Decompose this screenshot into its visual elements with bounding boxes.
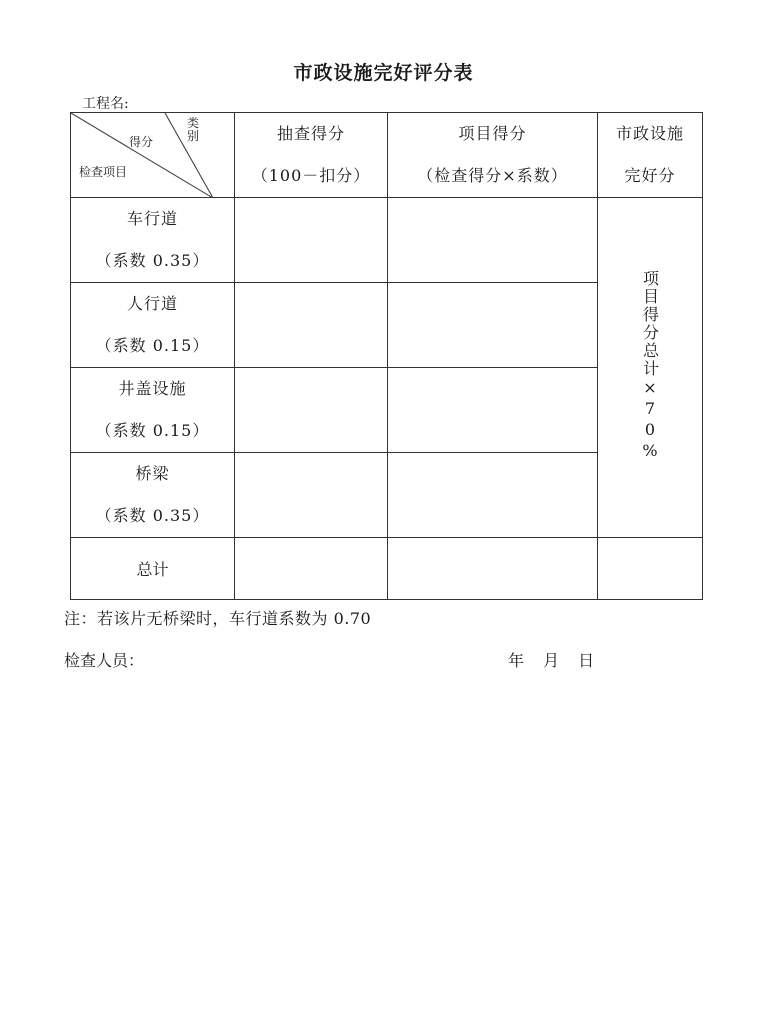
total-sample-score-cell[interactable] [235,538,388,600]
col-item-score-formula: （检查得分×系数） [417,166,568,185]
item-score-cell[interactable] [388,453,598,538]
diag-score-label: 得分 [129,135,154,149]
date-label: 年 月 日 [508,651,595,670]
sample-score-cell[interactable] [235,453,388,538]
row-label [71,283,235,368]
item-score-cell[interactable] [388,198,598,283]
col-item-score-title: 项目得分 [458,124,527,143]
col-facility-score-header [598,113,703,198]
col-sample-score-header [235,113,388,198]
row-item-name: 井盖设施 [118,379,187,398]
footnote: 注：若该片无桥梁时，车行道系数为 0.70 [64,609,372,628]
row-item-name: 车行道 [126,209,178,228]
facility-score-cell [598,198,703,538]
formula-text: 项目得分总计×70% [640,269,660,462]
row-item-coef: （系数 0.15） [95,336,210,355]
row-item-coef: （系数 0.35） [95,251,210,270]
col-item-score-header [388,113,598,198]
row-item-name: 人行道 [126,294,178,313]
total-facility-score-cell[interactable] [598,538,703,600]
row-item-coef: （系数 0.35） [95,506,210,525]
header-row [71,113,703,198]
project-name-label: 工程名: [82,96,129,112]
row-label [71,453,235,538]
page-title: 市政设施完好评分表 [293,62,474,84]
total-row [71,538,703,600]
item-score-cell[interactable] [388,368,598,453]
row-label [71,368,235,453]
col-sample-score-formula: （100－扣分） [251,166,371,185]
col-facility-score-title-2: 完好分 [624,166,676,185]
diagonal-lines-icon [71,113,235,198]
item-score-cell[interactable] [388,283,598,368]
row-label [71,198,235,283]
diag-item-label: 检查项目 [79,165,128,179]
sample-score-cell[interactable] [235,368,388,453]
row-item-name: 桥梁 [135,464,170,483]
col-sample-score-title: 抽查得分 [276,124,345,143]
sample-score-cell[interactable] [235,283,388,368]
sample-score-cell[interactable] [235,198,388,283]
inspector-label: 检查人员： [64,651,145,670]
col-facility-score-title-1: 市政设施 [615,124,684,143]
score-table [70,112,703,600]
row-item-coef: （系数 0.15） [95,421,210,440]
total-item-score-cell[interactable] [388,538,598,600]
table-row [71,198,703,283]
diagonal-header-cell [71,113,235,198]
total-label: 总计 [71,538,235,600]
diag-category-label: 类别 [186,116,199,143]
